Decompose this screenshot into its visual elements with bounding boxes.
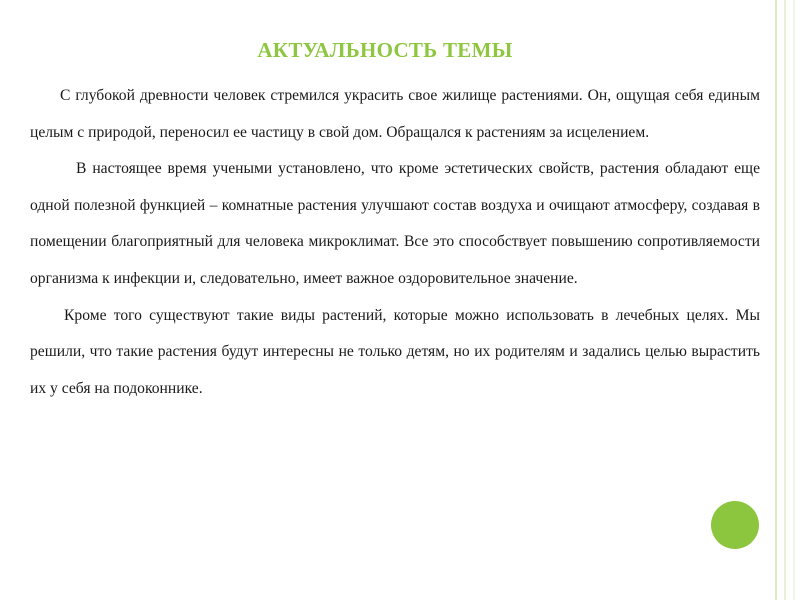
paragraph-benefits: В настоящее время учеными установлено, что кроме эстетических свойств, растения обладают еще одной полезной функцией – комнатные растения улучшают состав воздуха и очищают атмосферу, создавая в помещении благоприятный для человека микроклимат. Все это способствует повышению сопротивляемости организма к инфекции и, следовательно, имеет важное оздоровительное значение. xyxy=(30,160,760,287)
slide-title: АКТУАЛЬНОСТЬ ТЕМЫ xyxy=(257,38,513,62)
accent-circle xyxy=(711,501,759,549)
paragraph-goal: Кроме того существуют такие виды растений, которые можно использовать в лечебных целях. Мы решили, что такие растения будут интересны не только детям, но их родителям и задались целью вырастить их у себя на подоконнике. xyxy=(30,306,760,397)
frame-line-inner xyxy=(775,0,777,600)
frame-line-middle xyxy=(784,0,786,600)
slide-body xyxy=(30,78,760,407)
paragraph-history: С глубокой древности человек стремился украсить свое жилище растениями. Он, ощущая себя единым целым с природой, переносил ее частицу в свой дом. Обращался к растениям за исцелением. xyxy=(30,87,760,141)
frame-line-outer xyxy=(793,0,795,600)
